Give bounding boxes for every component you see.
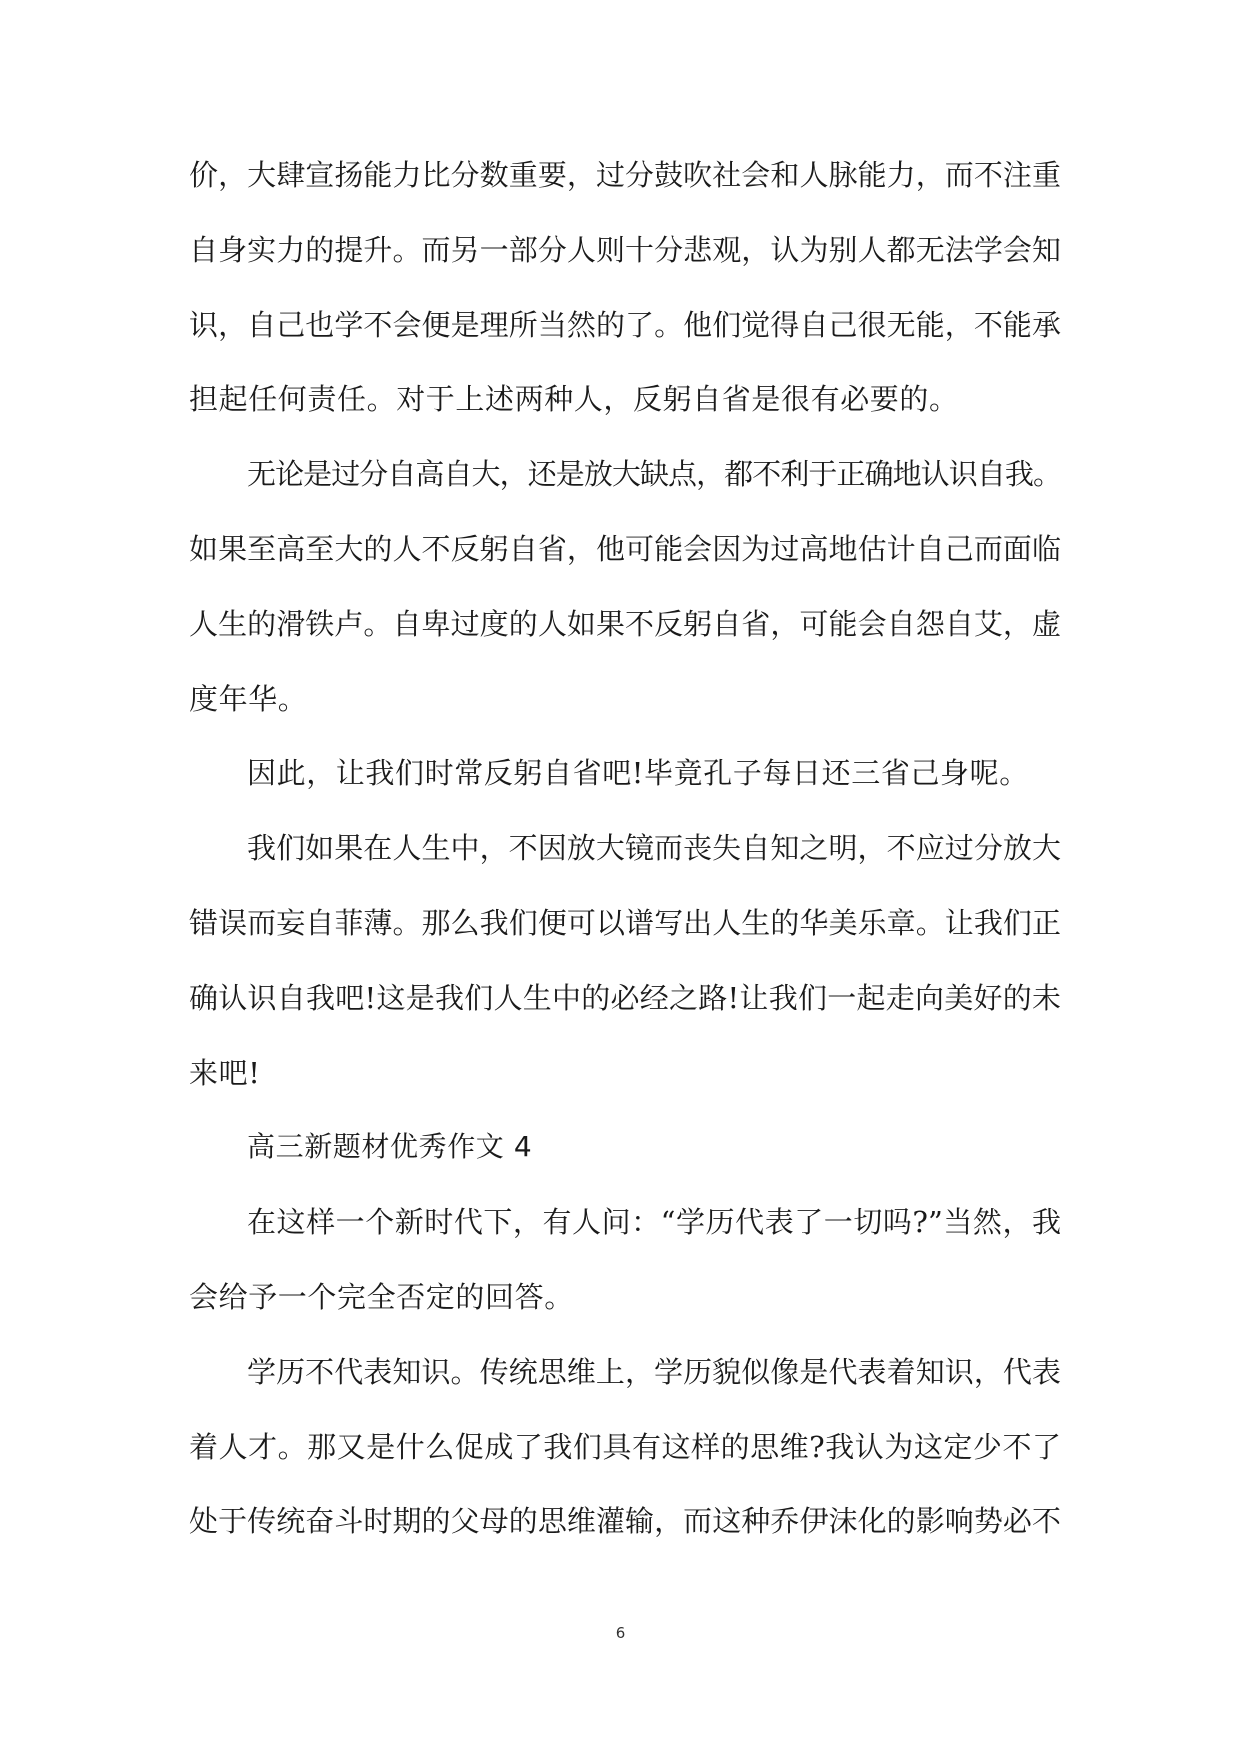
text-line: 价，大肆宣扬能力比分数重要，过分鼓吹社会和人脉能力，而不注重 — [189, 158, 1061, 192]
text-line: 担起任何责任。对于上述两种人，反躬自省是很有必要的。 — [189, 382, 959, 417]
text-line: 确认识自我吧!这是我们人生中的必经之路!让我们一起走向美好的未 — [189, 980, 1061, 1015]
text-line: 因此，让我们时常反躬自省吧!毕竟孔子每日还三省己身呢。 — [247, 756, 1029, 791]
text-line: 我们如果在人生中，不因放大镜而丧失自知之明，不应过分放大 — [247, 831, 1061, 866]
body-text — [189, 138, 1061, 1559]
text-line: 人生的滑铁卢。自卑过度的人如果不反躬自省，可能会自怨自艾，虚 — [189, 606, 1061, 641]
section-heading: 高三新题材优秀作文 4 — [247, 1130, 533, 1164]
text-line: 学历不代表知识。传统思维上，学历貌似像是代表着知识，代表 — [247, 1354, 1061, 1389]
text-line: 在这样一个新时代下，有人问：“学历代表了一切吗?”当然，我 — [247, 1205, 1061, 1240]
text-line: 无论是过分自高自大，还是放大缺点，都不利于正确地认识自我。 — [247, 457, 1061, 492]
text-line: 识，自己也学不会便是理所当然的了。他们觉得自己很无能，不能承 — [189, 307, 1061, 342]
text-line: 来吧! — [189, 1055, 261, 1090]
page-number: 6 — [615, 1624, 626, 1642]
text-line: 着人才。那又是什么促成了我们具有这样的思维?我认为这定少不了 — [189, 1429, 1061, 1464]
text-line: 如果至高至大的人不反躬自省，他可能会因为过高地估计自己而面临 — [189, 531, 1061, 566]
text-line: 度年华。 — [189, 681, 308, 716]
text-line: 会给予一个完全否定的回答。 — [189, 1279, 574, 1314]
text-line: 处于传统奋斗时期的父母的思维灌输，而这种乔伊沫化的影响势必不 — [189, 1504, 1061, 1539]
text-line: 错误而妄自菲薄。那么我们便可以谱写出人生的华美乐章。让我们正 — [189, 905, 1061, 940]
text-line: 自身实力的提升。而另一部分人则十分悲观，认为别人都无法学会知 — [189, 232, 1061, 267]
